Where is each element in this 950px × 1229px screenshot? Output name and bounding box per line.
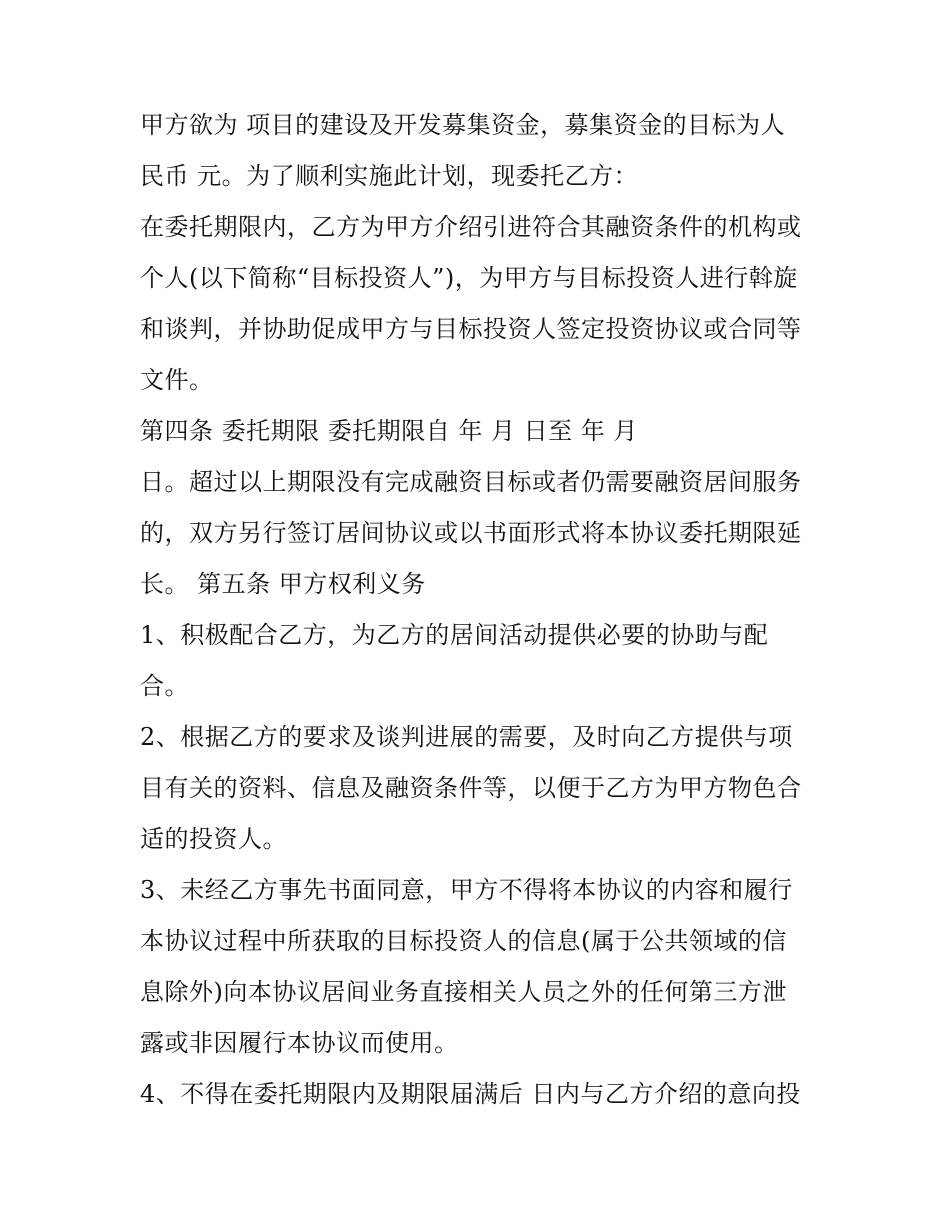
- text-line: 目有关的资料、信息及融资条件等，以便于乙方为甲方物色合: [140, 774, 802, 802]
- text-line: 个人(以下简称“目标投资人”)，为甲方与目标投资人进行斡旋: [140, 264, 798, 292]
- text-line: 本协议过程中所获取的目标投资人的信息(属于公共领域的信: [140, 927, 787, 955]
- text-line: 甲方欲为 项目的建设及开发募集资金，募集资金的目标为人: [140, 111, 786, 139]
- text-line: 日。超过以上期限没有完成融资目标或者仍需要融资居间服务: [140, 468, 802, 496]
- list-item-line: 2、根据乙方的要求及谈判进展的需要，及时向乙方提供与项: [140, 723, 793, 751]
- text-line: 息除外)向本协议居间业务直接相关人员之外的任何第三方泄: [140, 978, 787, 1006]
- list-item-line: 4、不得在委托期限内及期限届满后 日内与乙方介绍的意向投: [140, 1080, 801, 1108]
- text-line: 文件。: [140, 366, 214, 394]
- text-line: 合。: [140, 672, 189, 700]
- list-item-line: 1、积极配合乙方，为乙方的居间活动提供必要的协助与配: [140, 621, 769, 649]
- document-body: [140, 108, 820, 1111]
- text-line: 和谈判，并协助促成甲方与目标投资人签定投资协议或合同等: [140, 315, 802, 343]
- text-line: 的，双方另行签订居间协议或以书面形式将本协议委托期限延: [140, 519, 802, 547]
- section-heading-line: 长。 第五条 甲方权利义务: [140, 570, 426, 598]
- section-heading-line: 第四条 委托期限 委托期限自 年 月 日至 年 月: [140, 417, 638, 445]
- text-line: 适的投资人。: [140, 825, 287, 853]
- list-item-line: 3、未经乙方事先书面同意，甲方不得将本协议的内容和履行: [140, 876, 793, 904]
- text-line: 在委托期限内，乙方为甲方介绍引进符合其融资条件的机构或: [140, 213, 802, 241]
- text-line: 露或非因履行本协议而使用。: [140, 1029, 459, 1057]
- text-line: 民币 元。为了顺利实施此计划，现委托乙方：: [140, 162, 639, 190]
